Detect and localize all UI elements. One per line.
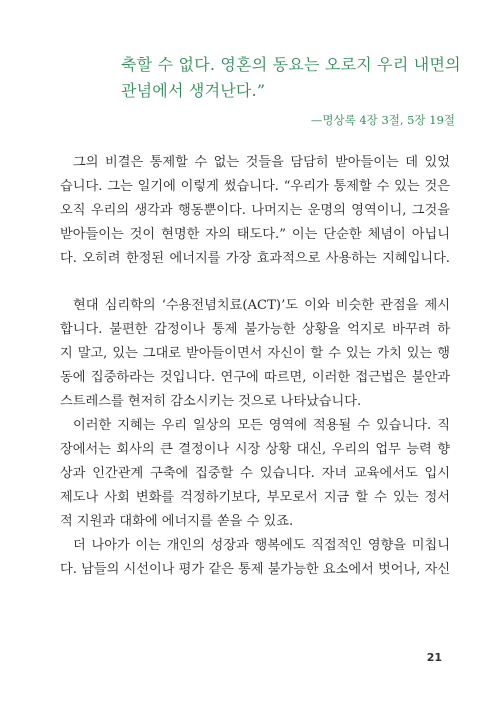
- text-line: 합니다. 불편한 감정이나 통제 불가능한 상황을 억지로 바꾸려 하: [60, 322, 450, 337]
- text-line: 다. 남들의 시선이나 평가 같은 통제 불가능한 요소에서 벗어나, 자신: [60, 562, 451, 577]
- text-line: 동에 집중하라는 것입니다. 연구에 따르면, 이러한 접근법은 불안과: [60, 370, 450, 385]
- quote-line: 축할 수 없다. 영혼의 동요는 오로지 우리 내면의: [121, 55, 461, 74]
- paragraph: [60, 151, 450, 271]
- text-line: 오직 우리의 생각과 행동뿐이다. 나머지는 운명의 영역이니, 그것을: [60, 203, 450, 218]
- quote-citation: —명상록 4장 3절, 5장 19절: [310, 113, 455, 127]
- epigraph-quote: [121, 52, 461, 104]
- text-line: 받아들이는 것이 현명한 자의 태도다.” 이는 단순한 체념이 아닙니: [60, 227, 450, 242]
- text-line: 지 말고, 있는 그대로 받아들이면서 자신이 할 수 있는 가치 있는 행: [60, 346, 450, 361]
- paragraph: [60, 294, 450, 414]
- body-text: [60, 151, 450, 582]
- page-number: 21: [426, 651, 442, 664]
- text-line: 다. 오히려 한정된 에너지를 가장 효과적으로 사용하는 지혜입니다.: [60, 251, 450, 266]
- text-line: 스트레스를 현저히 감소시키는 것으로 나타났습니다.: [60, 394, 362, 409]
- quote-line: 관념에서 생겨난다.”: [121, 81, 266, 100]
- paragraph: [60, 414, 450, 534]
- text-line: 상과 인간관계 구축에 집중할 수 있습니다. 자녀 교육에서도 입시: [60, 466, 450, 481]
- text-line: 적 지원과 대화에 에너지를 쏟을 수 있죠.: [60, 514, 294, 529]
- text-line: 더 나아가 이는 개인의 성장과 행복에도 직접적인 영향을 미칩니: [73, 538, 450, 553]
- text-line: 이러한 지혜는 우리 일상의 모든 영역에 적용될 수 있습니다. 직: [73, 418, 450, 433]
- text-line: 장에서는 회사의 큰 결정이나 시장 상황 대신, 우리의 업무 능력 향: [60, 442, 450, 457]
- paragraph: [60, 534, 450, 582]
- text-line: 습니다. 그는 일기에 이렇게 썼습니다. “우리가 통제할 수 있는 것은: [60, 179, 450, 194]
- text-line: 그의 비결은 통제할 수 없는 것들을 담담히 받아들이는 데 있었: [73, 155, 450, 170]
- text-line: 현대 심리학의 ‘수용전념치료(ACT)’도 이와 비슷한 관점을 제시: [73, 298, 450, 313]
- text-line: 제도나 사회 변화를 걱정하기보다, 부모로서 지금 할 수 있는 정서: [60, 490, 450, 505]
